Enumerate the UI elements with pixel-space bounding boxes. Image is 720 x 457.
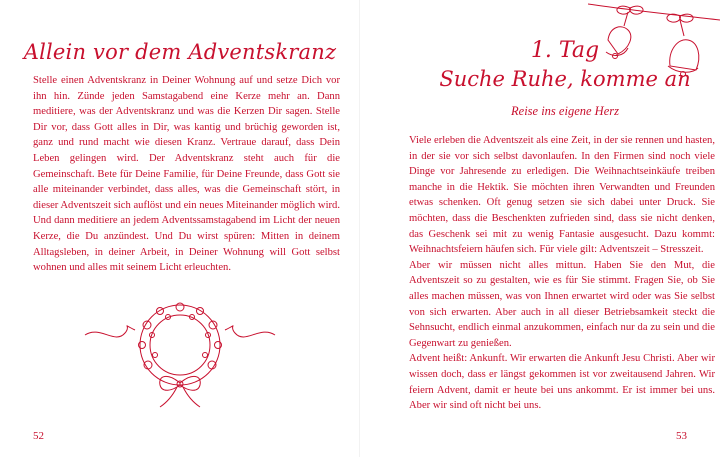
advent-wreath-icon (80, 295, 280, 415)
paragraph: Advent heißt: Ankunft. Wir erwarten die Ankunft Jesu Christi. Aber wir wissen doch, dass er längst gekommen ist vor zweitausend Jahren. Wir feiern Advent, damit er heute bei uns ankommt. Er ist immer bei uns. Aber wir sind oft nicht bei uns. (409, 353, 715, 412)
section-heading: Reise ins eigene Herz (511, 104, 619, 118)
paragraph: Stelle einen Adventskranz in Deiner Wohnung auf und setze Dich vor ihn hin. Zünde jeden Samstagabend eine Kerze mehr an. Dann meditiere, was der Adventskranz und was die Kerzen Dir sagen. Stelle Dir vor, dass Gott alles in Dir, was kantig und brüchig geworden ist, ganz und rund macht wie diesen Kranz. Vertraue darauf, dass Dein Leben gelingen wird. Der Adventskranz steht auch für die Gemeinschaft. Bete für Deine Familie, für Deine Freunde, dass Gott sie alle miteinander verbindet, dass alles, was die Gemeinschaft stört, in dieser Adventszeit sich auflöst und ein neues Miteinander möglich wird. Und dann meditiere an jedem Adventssamstagabend im Licht der neuen Kerze, die Du anzündest. Und Du wirst spüren: Mitten in deinem Alltagsleben, in deiner Arbeit, in Deiner Wohnung will Gott selbst wohnen und alles mit seinem Licht erleuchten. (33, 75, 340, 274)
body-text (409, 133, 715, 414)
page-title: Allein vor dem Adventskranz (23, 40, 337, 64)
paragraph: Aber wir müssen nicht alles mittun. Haben Sie den Mut, die Adventszeit so zu gestalten, wie es für Sie stimmt. Fragen Sie, ob Sie alles machen müssen, was von Ihnen erwartet wird oder was Sie selbst von sich erwarten. Aber auch in all dieser Betriebsamkeit steckt die Sehnsucht, endlich einmal anzukommen, einfach nur da zu sein und die Gegenwart zu genießen. (409, 259, 715, 349)
paragraph: Viele erleben die Adventszeit als eine Zeit, in der sie rennen und hasten, in der sie vor sich selbst davonlaufen. In den Firmen sind noch viele Dinge vor Jahresende zu erledigen. Die Weihnachtseinkäufe treiben manche in die Hektik. Sie möchten ihren Verwandten und Freunden etwas schenken. Oft genug setzen sie sich dabei unter Druck. Sie möchten, dass die Beschenkten zufrieden sind, dass sie nicht denken, das Geschenk sei mit zu wenig Fantasie ausgesucht. Dazu kommt: Weihnachtsfeiern häufen sich. Für viele gilt: Adventszeit – Stresszeit. (409, 135, 715, 256)
day-title: 1. Tag (530, 38, 600, 63)
day-subtitle: Suche Ruhe, komme an (439, 67, 691, 91)
page-number: 53 (676, 430, 687, 442)
body-text (33, 73, 340, 276)
page-number: 52 (33, 430, 44, 442)
right-page (360, 0, 720, 457)
